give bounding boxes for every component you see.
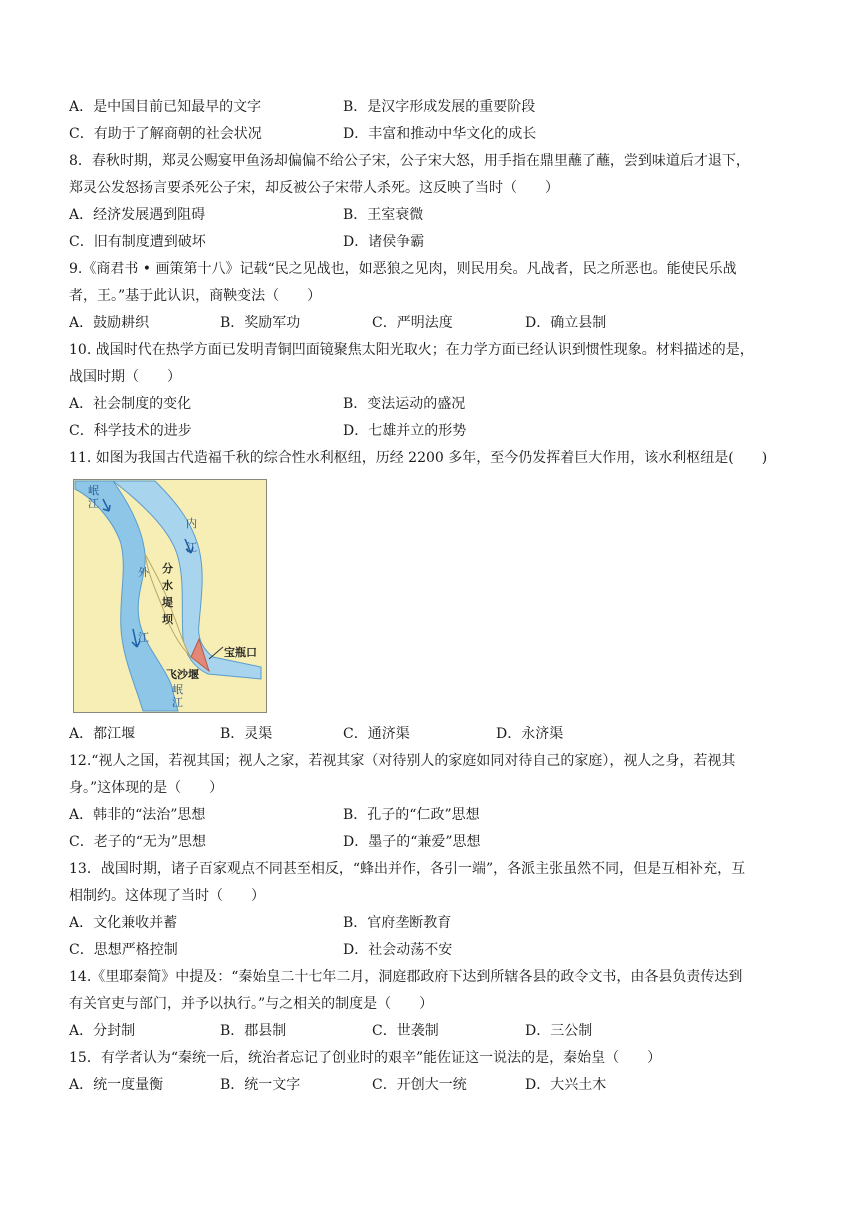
q14-option-a[interactable]: A．分封制 [69, 1023, 136, 1039]
q12-stem-line-2: 身。”这体现的是（ ） [69, 780, 224, 796]
q8-option-c[interactable]: C．旧有制度遭到破坏 [69, 234, 206, 250]
q11-option-a[interactable]: A．都江堰 [69, 726, 136, 742]
q10-option-d[interactable]: D．七雄并立的形势 [343, 423, 467, 439]
q9-option-b[interactable]: B．奖励军功 [220, 315, 301, 331]
q10-option-c[interactable]: C．科学技术的进步 [69, 423, 192, 439]
q11-option-d[interactable]: D．永济渠 [496, 726, 564, 742]
q13-stem-line-1: 13．战国时期，诸子百家观点不同甚至相反，“蜂出并作，各引一端”，各派主张虽然不同，但是互相补充，互 [69, 861, 746, 877]
q11-stem-line-1: 11. 如图为我国古代造福千秋的综合性水利枢纽，历经 2200 多年，至今仍发挥着巨大作用，该水利枢纽是( ) [69, 450, 768, 466]
map-label-baopingkou: 宝瓶口 [224, 646, 257, 659]
q8-stem-line-1: 8．春秋时期，郑灵公赐宴甲鱼汤却偏偏不给公子宋，公子宋大怒，用手指在鼎里蘸了蘸，尝到味道后才退下， [69, 153, 750, 169]
map-label-feishayan: 飞沙堰 [166, 668, 199, 681]
q10-stem-line-2: 战国时期（ ） [69, 369, 181, 385]
q9-stem-line-2: 者，王。”基于此认识，商鞅变法（ ） [69, 288, 322, 304]
map-label-neijiang: 内 江 [186, 517, 197, 554]
q12-option-a[interactable]: A．韩非的“法治”思想 [69, 807, 206, 823]
q8-option-d[interactable]: D．诸侯争霸 [343, 234, 425, 250]
q9-option-d[interactable]: D．确立县制 [525, 315, 607, 331]
q15-option-a[interactable]: A．统一度量衡 [69, 1077, 164, 1093]
q14-option-b[interactable]: B．郡县制 [220, 1023, 287, 1039]
q11-option-c[interactable]: C．通济渠 [343, 726, 410, 742]
q15-stem-line-1: 15．有学者认为“秦统一后，统治者忘记了创业时的艰辛”能佐证这一说法的是，秦始皇（ ） [69, 1050, 662, 1066]
q9-option-c[interactable]: C．严明法度 [372, 315, 453, 331]
q8-stem-line-2: 郑灵公发怒扬言要杀死公子宋，却反被公子宋带人杀死。这反映了当时（ ） [69, 180, 559, 196]
q7-option-d[interactable]: D．丰富和推动中华文化的成长 [343, 126, 537, 142]
q13-option-c[interactable]: C．思想严格控制 [69, 942, 178, 958]
q13-option-d[interactable]: D．社会动荡不安 [343, 942, 453, 958]
q14-stem-line-1: 14.《里耶秦简》中提及：“秦始皇二十七年二月，洞庭郡政府下达到所辖各县的政令文书，由各县负责传达到 [69, 969, 743, 985]
q8-option-a[interactable]: A．经济发展遇到阻碍 [69, 207, 206, 223]
q13-option-b[interactable]: B．官府垄断教育 [343, 915, 452, 931]
q11-option-b[interactable]: B．灵渠 [220, 726, 273, 742]
q12-option-d[interactable]: D．墨子的“兼爱”思想 [343, 834, 481, 850]
map-label-waijiang: 外 江 [138, 566, 149, 644]
q14-stem-line-2: 有关官吏与部门，并予以执行。”与之相关的制度是（ ） [69, 996, 434, 1012]
q10-option-b[interactable]: B．变法运动的盛况 [343, 396, 466, 412]
q12-option-c[interactable]: C．老子的“无为”思想 [69, 834, 207, 850]
q7-option-a[interactable]: A．是中国目前已知最早的文字 [69, 99, 262, 115]
q12-stem-line-1: 12.“视人之国，若视其国；视人之家，若视其家（对待别人的家庭如同对待自己的家庭），视人之身，若视其 [69, 753, 736, 769]
q12-option-b[interactable]: B．孔子的“仁政”思想 [343, 807, 480, 823]
q15-option-d[interactable]: D．大兴土木 [525, 1077, 607, 1093]
q13-option-a[interactable]: A．文化兼收并蓄 [69, 915, 178, 931]
q10-option-a[interactable]: A．社会制度的变化 [69, 396, 192, 412]
q8-option-b[interactable]: B．王室衰微 [343, 207, 424, 223]
q9-stem-line-1: 9.《商君书 • 画策第十八》记载“民之见战也，如恶狼之见肉，则民用矣。凡战者，民之所恶也。能使民乐战 [69, 261, 737, 277]
q13-stem-line-2: 相制约。这体现了当时（ ） [69, 888, 265, 904]
q9-option-a[interactable]: A．鼓励耕织 [69, 315, 150, 331]
q7-option-b[interactable]: B．是汉字形成发展的重要阶段 [343, 99, 536, 115]
map-label-fenshui-levee: 分 水 堤 坝 [162, 562, 173, 626]
q14-option-d[interactable]: D．三公制 [525, 1023, 593, 1039]
q7-option-c[interactable]: C．有助于了解商朝的社会状况 [69, 126, 262, 142]
q15-option-c[interactable]: C．开创大一统 [372, 1077, 467, 1093]
q14-option-c[interactable]: C．世袭制 [372, 1023, 439, 1039]
map-label-minjiang-top: 岷 江 [88, 484, 99, 510]
q15-option-b[interactable]: B．统一文字 [220, 1077, 301, 1093]
map-label-minjiang-bottom: 岷 江 [172, 683, 183, 709]
q10-stem-line-1: 10. 战国时代在热学方面已发明青铜凹面镜聚焦太阳光取火；在力学方面已经认识到惯性现象。材料描述的是， [69, 342, 754, 358]
